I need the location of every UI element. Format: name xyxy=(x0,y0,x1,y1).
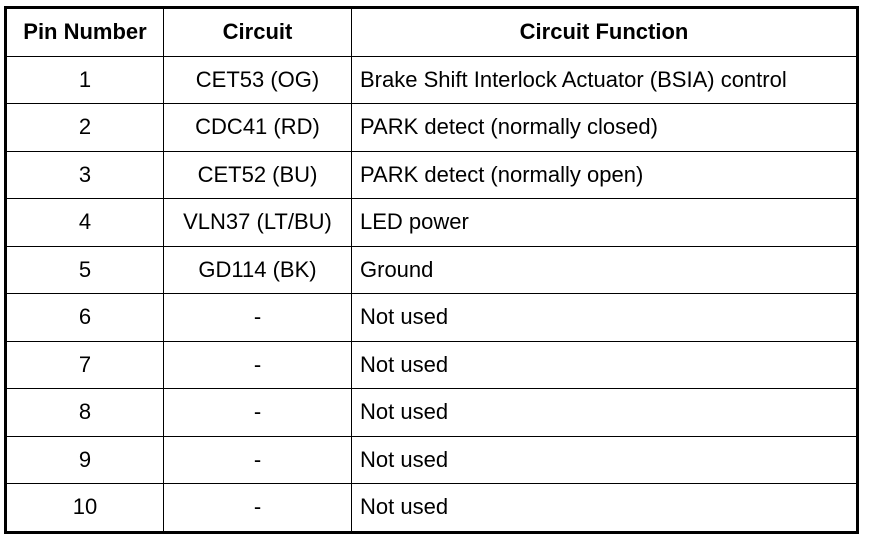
circuit-function-cell: Brake Shift Interlock Actuator (BSIA) control xyxy=(352,56,858,104)
table-row xyxy=(6,151,858,199)
circuit-cell: GD114 (BK) xyxy=(164,246,352,294)
circuit-cell: - xyxy=(164,484,352,533)
circuit-cell: - xyxy=(164,294,352,342)
header-circuit-function: Circuit Function xyxy=(352,8,858,57)
header-row xyxy=(6,8,858,57)
pin-number-cell: 2 xyxy=(6,104,164,152)
circuit-function-cell: Ground xyxy=(352,246,858,294)
circuit-cell: VLN37 (LT/BU) xyxy=(164,199,352,247)
circuit-cell: - xyxy=(164,436,352,484)
table-row xyxy=(6,199,858,247)
table-header xyxy=(6,8,858,57)
pin-table xyxy=(4,6,859,534)
pin-number-cell: 9 xyxy=(6,436,164,484)
header-circuit: Circuit xyxy=(164,8,352,57)
pin-number-cell: 1 xyxy=(6,56,164,104)
table-row xyxy=(6,341,858,389)
table-row xyxy=(6,294,858,342)
table-row xyxy=(6,56,858,104)
table-row xyxy=(6,389,858,437)
circuit-function-cell: PARK detect (normally open) xyxy=(352,151,858,199)
circuit-cell: - xyxy=(164,389,352,437)
circuit-function-cell: Not used xyxy=(352,294,858,342)
pin-number-cell: 4 xyxy=(6,199,164,247)
table-row xyxy=(6,484,858,533)
circuit-function-cell: PARK detect (normally closed) xyxy=(352,104,858,152)
table-row xyxy=(6,246,858,294)
circuit-cell: - xyxy=(164,341,352,389)
circuit-cell: CDC41 (RD) xyxy=(164,104,352,152)
pin-number-cell: 5 xyxy=(6,246,164,294)
circuit-function-cell: Not used xyxy=(352,484,858,533)
circuit-function-cell: Not used xyxy=(352,389,858,437)
circuit-cell: CET52 (BU) xyxy=(164,151,352,199)
pin-number-cell: 10 xyxy=(6,484,164,533)
pin-number-cell: 8 xyxy=(6,389,164,437)
circuit-function-cell: LED power xyxy=(352,199,858,247)
circuit-cell: CET53 (OG) xyxy=(164,56,352,104)
pin-number-cell: 6 xyxy=(6,294,164,342)
table-row xyxy=(6,436,858,484)
pin-number-cell: 3 xyxy=(6,151,164,199)
circuit-function-cell: Not used xyxy=(352,341,858,389)
pin-number-cell: 7 xyxy=(6,341,164,389)
table-body xyxy=(6,56,858,532)
circuit-function-cell: Not used xyxy=(352,436,858,484)
header-pin-number: Pin Number xyxy=(6,8,164,57)
table-row xyxy=(6,104,858,152)
